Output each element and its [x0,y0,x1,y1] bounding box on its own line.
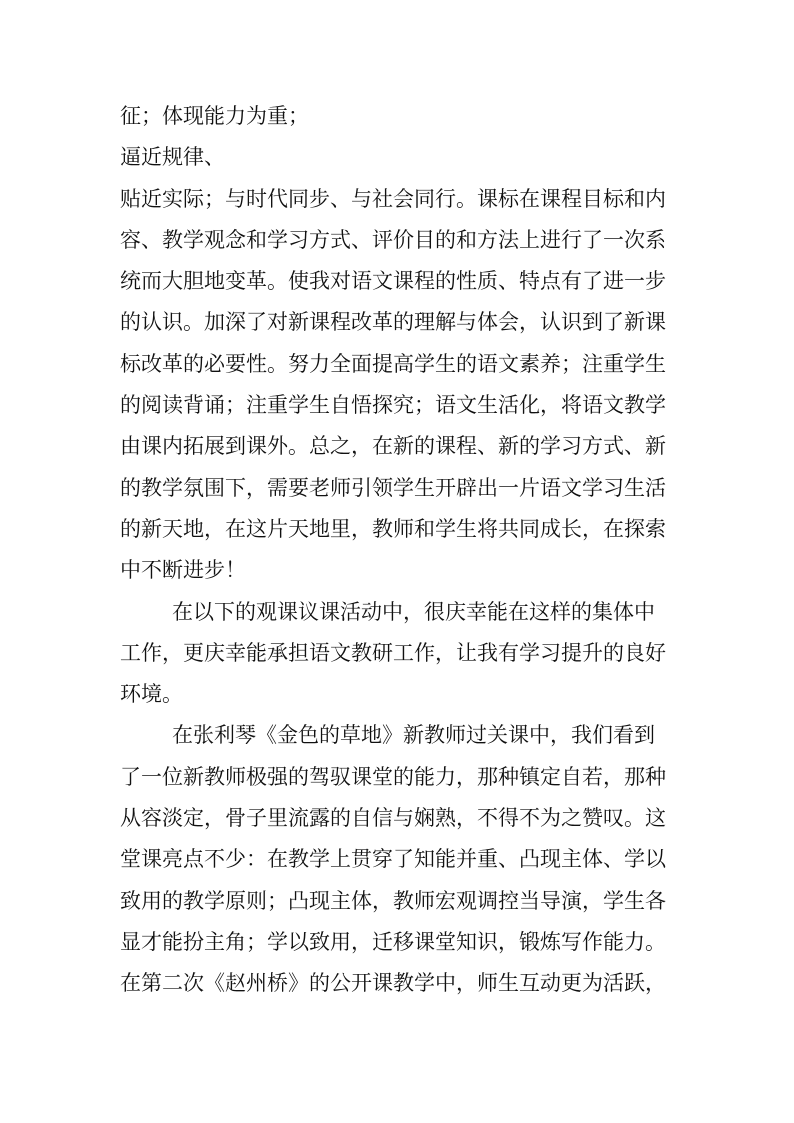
text-line: 环境。 [120,682,183,707]
text-line: 的教学氛围下，需要老师引领学生开辟出一片语文学习生活 [120,475,666,500]
paragraph-start-line: 在张利琴《金色的草地》新教师过关课中，我们看到 [172,723,655,748]
text-line: 从容淡定，骨子里流露的自信与娴熟，不得不为之赞叹。这 [120,806,666,831]
text-line: 逼近规律、 [120,145,225,170]
text-line: 中不断进步！ [120,558,246,583]
text-line: 堂课亮点不少：在教学上贯穿了知能并重、凸现主体、学以 [120,847,666,872]
text-line: 征；体现能力为重； [120,104,309,128]
text-line: 统而大胆地变革。使我对语文课程的性质、特点有了进一步 [120,269,666,294]
text-line: 显才能扮主角；学以致用，迁移课堂知识，锻炼写作能力。 [120,929,666,954]
paragraph-start-line: 在以下的观课议课活动中，很庆幸能在这样的集体中 [172,599,655,624]
text-line: 的新天地，在这片天地里，教师和学生将共同成长，在探索 [120,516,666,541]
text-line: 了一位新教师极强的驾驭课堂的能力，那种镇定自若，那种 [120,764,666,789]
text-line: 由课内拓展到课外。总之，在新的课程、新的学习方式、新 [120,434,666,459]
text-line: 容、教学观念和学习方式、评价目的和方法上进行了一次系 [120,227,666,252]
document-body [120,96,680,1005]
text-line: 工作，更庆幸能承担语文教研工作，让我有学习提升的良好 [120,640,666,665]
text-line: 在第二次《赵州桥》的公开课教学中，师生互动更为活跃， [120,971,666,996]
text-line: 的阅读背诵；注重学生自悟探究；语文生活化，将语文教学 [120,393,666,418]
text-line: 标改革的必要性。努力全面提高学生的语文素养；注重学生 [120,351,666,376]
text-line: 致用的教学原则；凸现主体，教师宏观调控当导演，学生各 [120,888,666,913]
text-line: 贴近实际；与时代同步、与社会同行。课标在课程目标和内 [120,186,666,211]
text-line: 的认识。加深了对新课程改革的理解与体会，认识到了新课 [120,310,666,335]
